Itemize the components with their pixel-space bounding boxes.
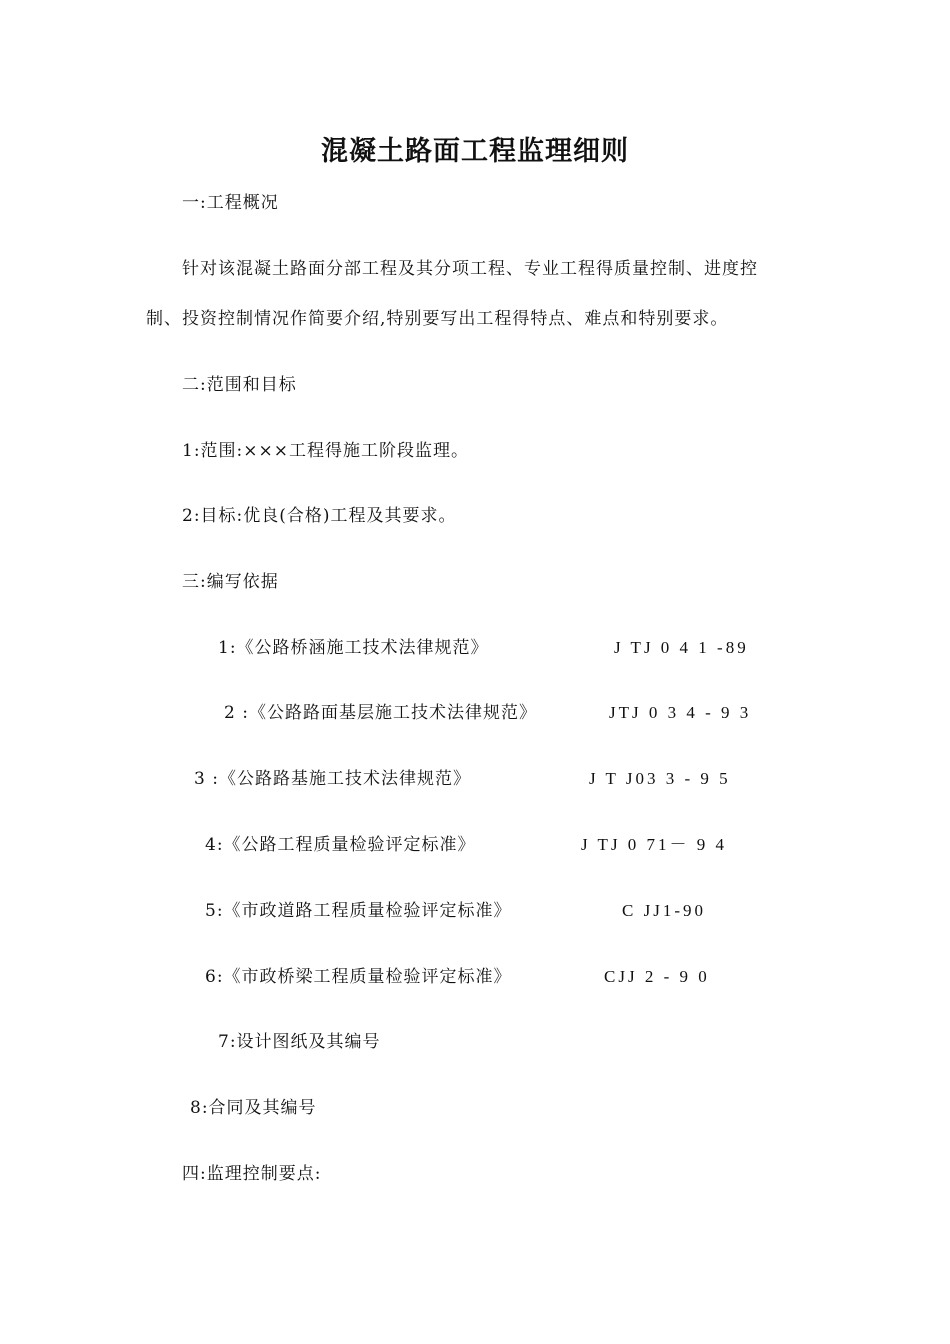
reference-code-1: J TJ 0 4 1 -89 xyxy=(614,638,749,657)
reference-item-6: 6:《市政桥梁工程质量检验评定标准》 xyxy=(205,967,512,987)
reference-code-4: J TJ 0 71－ 9 4 xyxy=(581,835,728,854)
reference-item-1: 1:《公路桥涵施工技术法律规范》 xyxy=(218,638,489,658)
section3-heading: 三:编写依据 xyxy=(182,572,279,592)
reference-code-3: J T J03 3 - 9 5 xyxy=(589,769,731,788)
section1-heading: 一:工程概况 xyxy=(182,193,279,213)
scope-text: 1:范围:×××工程得施工阶段监理。 xyxy=(182,441,470,461)
section2-heading: 二:范围和目标 xyxy=(182,375,297,395)
reference-item-7: 7:设计图纸及其编号 xyxy=(218,1032,381,1052)
section4-heading: 四:监理控制要点: xyxy=(182,1164,322,1184)
goal-text: 2:目标:优良(合格)工程及其要求。 xyxy=(182,506,457,526)
reference-item-2: 2 :《公路路面基层施工技术法律规范》 xyxy=(224,703,537,723)
section1-paragraph-line2: 制、投资控制情况作简要介绍,特别要写出工程得特点、难点和特别要求。 xyxy=(146,309,729,329)
section1-paragraph-line1: 针对该混凝土路面分部工程及其分项工程、专业工程得质量控制、进度控 xyxy=(182,259,758,279)
reference-item-8: 8:合同及其编号 xyxy=(190,1098,317,1118)
reference-item-3: 3 :《公路路基施工技术法律规范》 xyxy=(194,769,471,789)
reference-item-4: 4:《公路工程质量检验评定标准》 xyxy=(205,835,476,855)
reference-code-5: C JJ1-90 xyxy=(622,901,706,920)
reference-item-5: 5:《市政道路工程质量检验评定标准》 xyxy=(205,901,512,921)
reference-code-2: JTJ 0 3 4 - 9 3 xyxy=(609,703,752,722)
document-title: 混凝土路面工程监理细则 xyxy=(321,136,629,167)
reference-code-6: CJJ 2 - 9 0 xyxy=(604,967,710,986)
